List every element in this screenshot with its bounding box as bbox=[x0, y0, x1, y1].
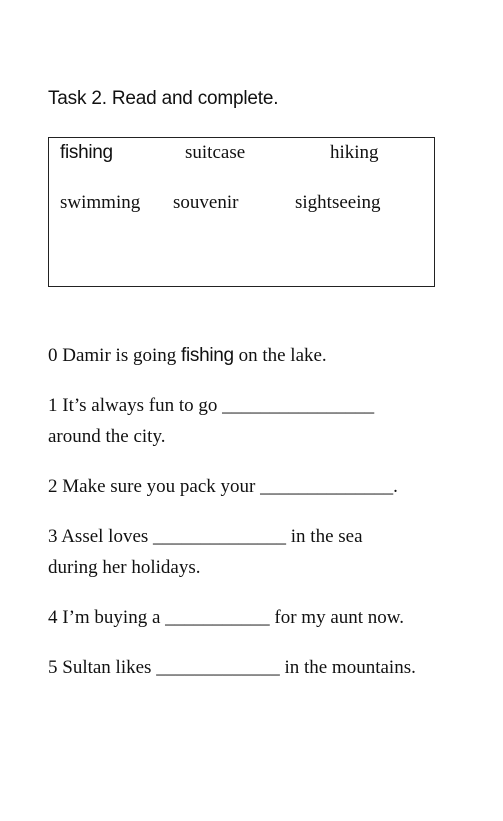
sentence-1-line-1: 1 It’s always fun to go ________________ bbox=[48, 395, 375, 416]
sentence-3-line-2: during her holidays. bbox=[48, 557, 201, 578]
sentence-2: 2 Make sure you pack your ______________. bbox=[48, 476, 398, 497]
sentence-4: 4 I’m buying a ___________ for my aunt now. bbox=[48, 607, 405, 628]
sentence-3 bbox=[48, 521, 498, 583]
word-souvenir: souvenir bbox=[173, 192, 239, 213]
sentence-1-line-2: around the city. bbox=[48, 426, 166, 447]
task-title: Task 2. Read and complete. bbox=[48, 88, 279, 109]
sentence-0-lead: 0 Damir is going bbox=[48, 345, 181, 366]
word-suitcase: suitcase bbox=[185, 142, 246, 163]
sentence-0-answer: fishing bbox=[181, 345, 234, 366]
word-sightseeing: sightseeing bbox=[295, 192, 381, 213]
sentence-0-example bbox=[48, 340, 498, 371]
sentence-1 bbox=[48, 390, 498, 452]
word-fishing: fishing bbox=[60, 142, 113, 163]
sentence-list bbox=[48, 340, 498, 702]
word-hiking: hiking bbox=[330, 142, 379, 163]
word-swimming: swimming bbox=[60, 192, 141, 213]
sentence-0-tail: on the lake. bbox=[233, 345, 327, 366]
sentence-5: 5 Sultan likes _____________ in the mountains. bbox=[48, 657, 416, 678]
sentence-3-line-1: 3 Assel loves ______________ in the sea bbox=[48, 526, 363, 547]
word-box bbox=[48, 137, 435, 287]
